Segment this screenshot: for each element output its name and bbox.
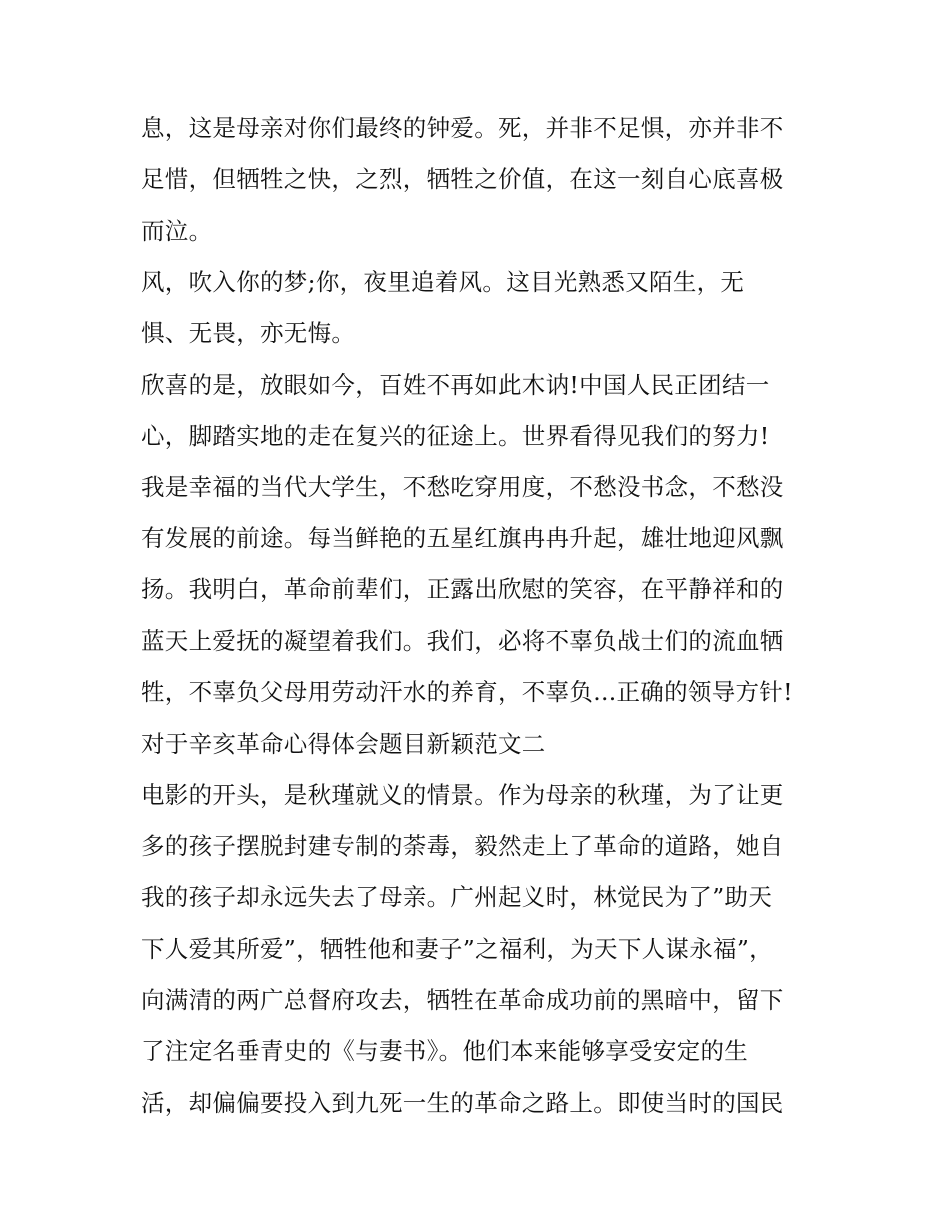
text-line: 下人爱其所爱”，牺牲他和妻子”之福利，为天下人谋永福”， [141, 935, 773, 963]
text-line: 电影的开头，是秋瑾就义的情景。作为母亲的秋瑾，为了让更 [141, 781, 784, 809]
text-line: 风，吹入你的梦;你，夜里追着风。这目光熟悉又陌生，无 [141, 268, 745, 296]
text-line: 足惜，但牺牲之快，之烈，牺牲之价值，在这一刻自心底喜极 [141, 165, 784, 193]
text-line: 我的孩子却永远失去了母亲。广州起义时，林觉民为了”助天 [141, 883, 773, 911]
text-line: 而泣。 [141, 217, 213, 245]
text-line: 扬。我明白，革命前辈们，正露出欣慰的笑容，在平静祥和的 [141, 575, 784, 603]
text-line: 有发展的前途。每当鲜艳的五星红旗冉冉升起，雄壮地迎风飘 [141, 524, 784, 552]
text-line: 活，却偏偏要投入到九死一生的革命之路上。即使当时的国民 [141, 1089, 784, 1117]
text-line: 向满清的两广总督府攻去，牺牲在革命成功前的黑暗中，留下 [141, 986, 784, 1014]
text-line: 了注定名垂青史的《与妻书》。他们本来能够享受安定的生 [141, 1037, 749, 1065]
section-heading: 对于辛亥革命心得体会题目新颖范文二 [141, 730, 546, 758]
text-line: 惧、无畏，亦无悔。 [141, 319, 356, 347]
text-line: 牲，不辜负父母用劳动汗水的养育，不辜负...正确的领导方针! [141, 678, 793, 706]
text-line: 欣喜的是，放眼如今，百姓不再如此木讷!中国人民正团结一 [141, 371, 770, 399]
text-line: 心，脚踏实地的走在复兴的征途上。世界看得见我们的努力! [141, 422, 770, 450]
text-line: 多的孩子摆脱封建专制的荼毒，毅然走上了革命的道路，她自 [141, 832, 784, 860]
text-line: 息，这是母亲对你们最终的钟爱。死，并非不足惧，亦并非不 [141, 114, 784, 142]
text-line: 我是幸福的当代大学生，不愁吃穿用度，不愁没书念，不愁没 [141, 473, 784, 501]
text-line: 蓝天上爱抚的凝望着我们。我们，必将不辜负战士们的流血牺 [141, 627, 784, 655]
